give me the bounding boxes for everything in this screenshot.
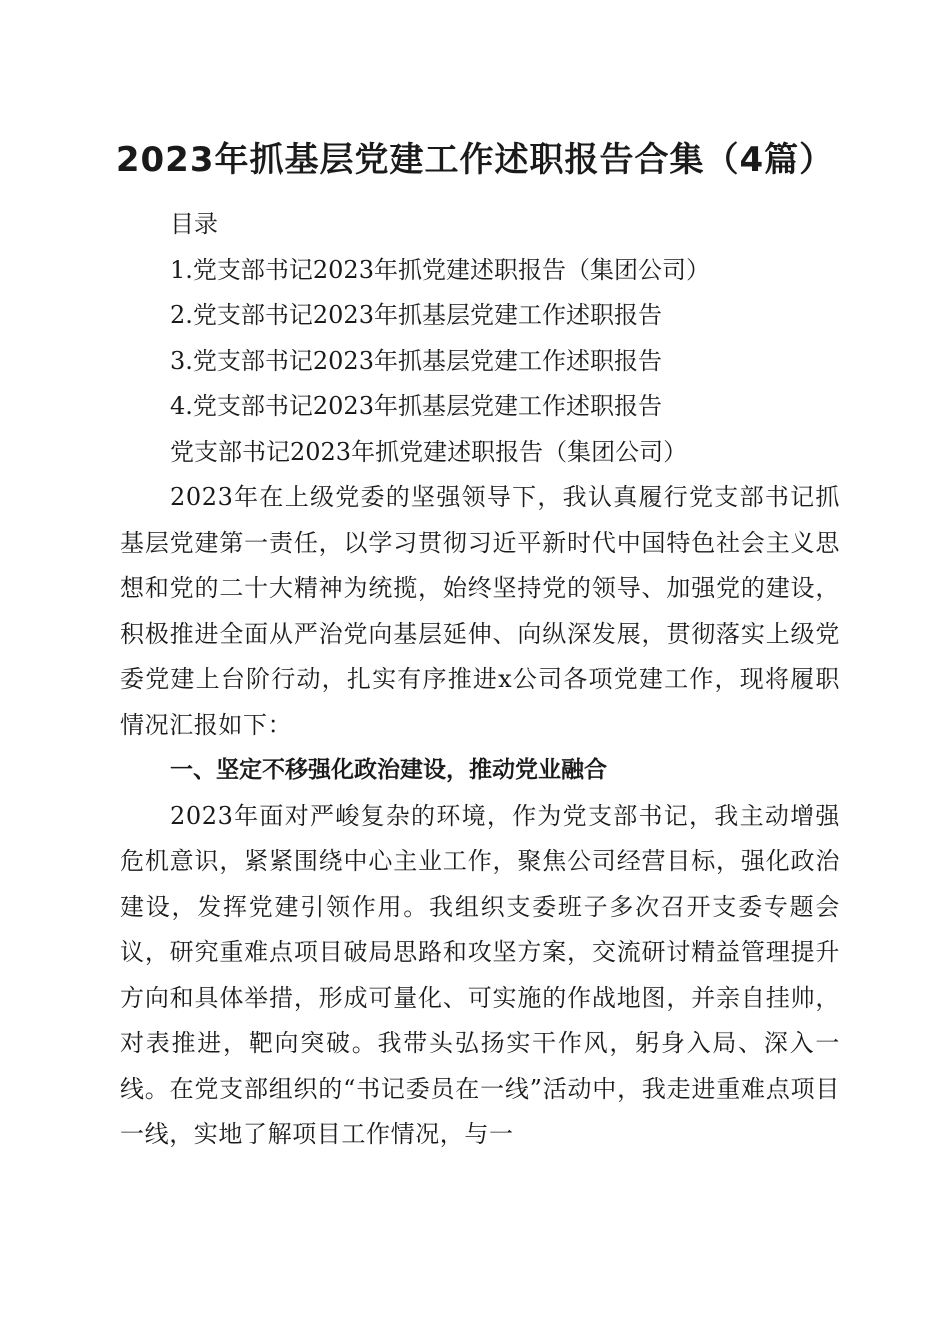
section-heading: 一、坚定不移强化政治建设，推动党业融合 (170, 757, 607, 783)
toc-item: 2.党支部书记2023年抓基层党建工作述职报告 (170, 301, 662, 329)
document-body (120, 202, 840, 1158)
toc-item: 4.党支部书记2023年抓基层党建工作述职报告 (170, 392, 662, 420)
toc-item: 1.党支部书记2023年抓党建述职报告（集团公司） (170, 255, 710, 284)
toc-item: 3.党支部书记2023年抓基层党建工作述职报告 (170, 346, 662, 375)
body-paragraph: 2023年面对严峻复杂的环境，作为党支部书记，我主动增强危机意识，紧紧围绕中心主业工作，聚焦公司经营目标，强化政治建设，发挥党建引领作用。我组织支委班子多次召开支委专题会议，研究重难点项目破局思路和攻坚方案，交流研讨精益管理提升方向和具体举措，形成可量化、可实施的作战地图，并亲自挂帅，对表推进，靶向突破。我带头弘扬实干作风，躬身入局、深入一线。在党支部组织的“书记委员在一线”活动中，我走进重难点项目一线，实地了解项目工作情况，与一 (120, 801, 840, 1148)
toc-label: 目录 (170, 210, 218, 238)
section-title: 党支部书记2023年抓党建述职报告（集团公司） (170, 437, 688, 466)
intro-paragraph: 2023年在上级党委的坚强领导下，我认真履行党支部书记抓基层党建第一责任，以学习贯彻习近平新时代中国特色社会主义思想和党的二十大精神为统揽，始终坚持党的领导、加强党的建设，积极推进全面从严治党向基层延伸、向纵深发展，贯彻落实上级党委党建上台阶行动，扎实有序推进x公司各项党建工作，现将履职情况汇报如下： (120, 483, 840, 739)
document-title: 2023年抓基层党建工作述职报告合集（4篇） (115, 140, 835, 180)
